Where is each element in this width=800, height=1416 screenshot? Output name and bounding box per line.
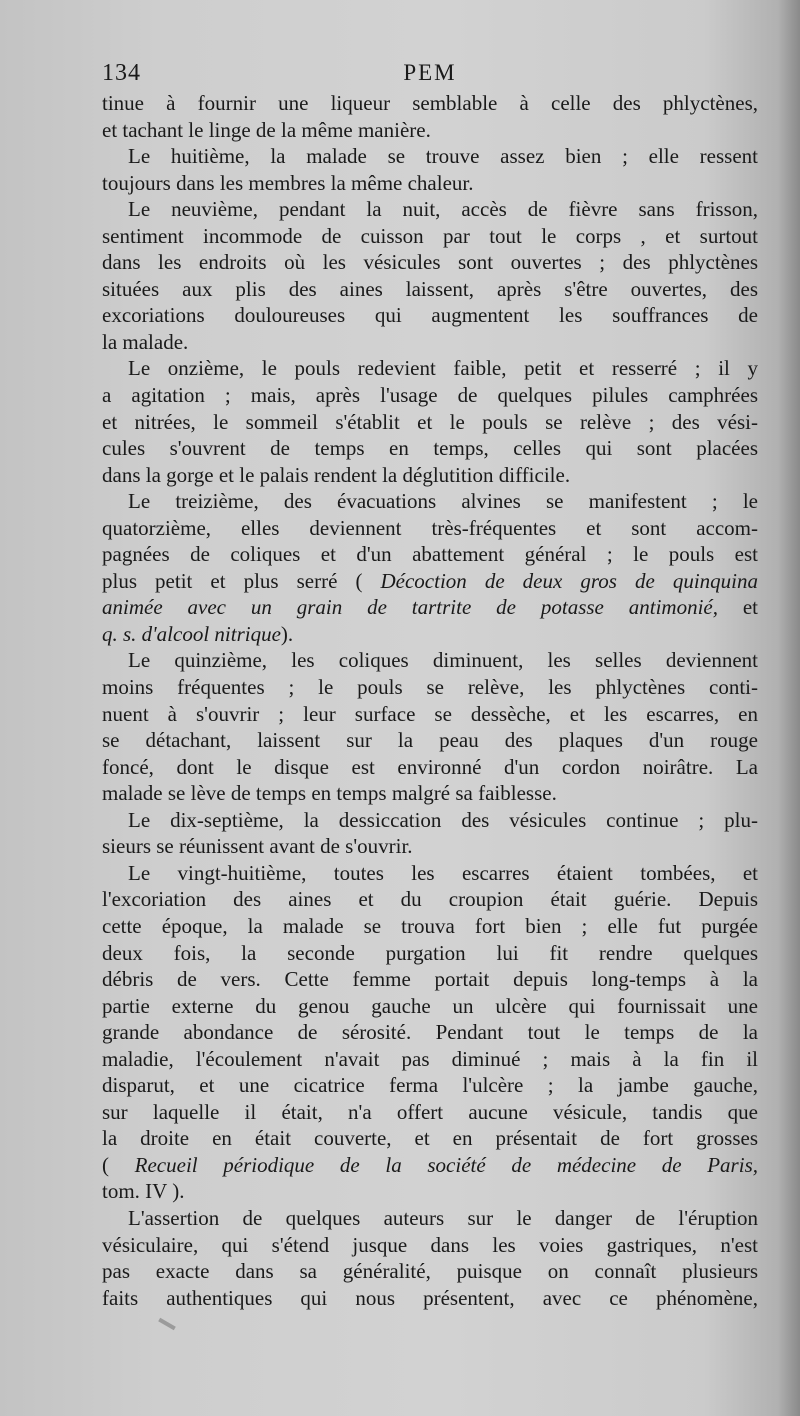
text-line (102, 621, 758, 648)
text-line (102, 249, 758, 276)
text-line (102, 940, 758, 967)
text-line (102, 302, 758, 329)
text-line (102, 568, 758, 595)
text-line (102, 143, 758, 170)
text-run: Le neuvième, pendant la nuit, accès de fièvre sans frisson, (128, 197, 758, 222)
text-line (102, 594, 758, 621)
text-run: Le huitième, la malade se trouve assez bien ; elle ressent (128, 144, 758, 169)
text-line (102, 435, 758, 462)
text-line (102, 409, 758, 436)
text-run: Le quinzième, les coliques diminuent, les selles deviennent (128, 648, 758, 673)
text-run: ). (280, 621, 294, 646)
text-run: dans les endroits où les vésicules sont ouvertes ; des phlyctènes (102, 250, 758, 275)
text-run: malade se lève de temps en temps malgré sa faiblesse. (102, 781, 557, 806)
text-line (102, 382, 758, 409)
text-line (102, 1285, 758, 1312)
text-run: débris de vers. Cette femme portait depuis long-temps à la (102, 967, 758, 992)
text-line (102, 754, 758, 781)
text-line (102, 647, 758, 674)
text-line (102, 1019, 758, 1046)
text-run: excoriations douloureuses qui augmentent les souffrances de (102, 303, 758, 328)
text-line (102, 117, 758, 144)
text-run: cette époque, la malade se trouva fort bien ; elle fut purgée (102, 913, 758, 938)
text-run: et tachant le linge de la même manière. (102, 117, 431, 142)
text-line (102, 515, 758, 542)
text-line (102, 1125, 758, 1152)
text-line (102, 90, 758, 117)
text-run: sieurs se réunissent avant de s'ouvrir. (102, 834, 413, 859)
text-line (102, 1099, 758, 1126)
text-run: tinue à fournir une liqueur semblable à celle des phlyctènes, (102, 91, 758, 115)
text-run: cules s'ouvrent de temps en temps, celles qui sont placées (102, 436, 758, 461)
text-run: et (717, 595, 758, 620)
text-run: se détachant, laissent sur la peau des plaques d'un rouge (102, 728, 758, 753)
text-run: vésiculaire, qui s'étend jusque dans les voies gastriques, n'est (102, 1232, 758, 1257)
text-run: dans la gorge et le palais rendent la déglutition difficile. (102, 462, 571, 487)
text-line (102, 860, 758, 887)
text-run: partie externe du genou gauche un ulcère qui fournissait une (102, 993, 758, 1018)
text-line (102, 223, 758, 250)
text-line (102, 993, 758, 1020)
running-title: PEM (403, 60, 457, 85)
text-line (102, 1072, 758, 1099)
text-run: plus petit et plus serré ( (102, 568, 381, 593)
text-line (102, 462, 758, 489)
page-header (102, 60, 758, 92)
text-run: Le dix-septième, la dessiccation des vésicules continue ; plu- (128, 807, 758, 832)
text-run: a agitation ; mais, après l'usage de quelques pilules camphrées (102, 383, 758, 408)
text-run: disparut, et une cicatrice ferma l'ulcère ; la jambe gauche, (102, 1073, 758, 1098)
page-number: 134 (102, 60, 141, 86)
text-line (102, 488, 758, 515)
text-run: moins fréquentes ; le pouls se relève, les phlyctènes conti- (102, 675, 758, 700)
text-run: l'excoriation des aines et du croupion était guérie. Depuis (102, 887, 758, 912)
text-line (102, 674, 758, 701)
text-run: pas exacte dans sa généralité, puisque on connaît plusieurs (102, 1259, 758, 1284)
text-line (102, 807, 758, 834)
text-line (102, 727, 758, 754)
text-run: foncé, dont le disque est environné d'un cordon noirâtre. La (102, 754, 758, 779)
italic-run: q. s. d'alcool nitrique (102, 621, 281, 646)
text-run: faits authentiques qui nous présentent, avec ce phénomène, (102, 1285, 758, 1310)
text-run: la droite en était couverte, et en présentait de fort grosses (102, 1126, 758, 1151)
text-run: sentiment incommode de cuisson par tout le corps , et surtout (102, 223, 758, 248)
text-line (102, 1046, 758, 1073)
text-run: deux fois, la seconde purgation lui fit rendre quelques (102, 940, 758, 965)
text-run: toujours dans les membres la même chaleur. (102, 170, 474, 195)
italic-run: animée avec un grain de tartrite de potasse antimonié, (102, 595, 718, 620)
text-run: tom. IV ). (102, 1179, 185, 1204)
text-line (102, 913, 758, 940)
text-run: maladie, l'écoulement n'avait pas diminué ; mais à la fin il (102, 1046, 758, 1071)
italic-run: Recueil périodique de la société de médecine de Paris, (134, 1152, 758, 1177)
text-line (102, 833, 758, 860)
text-line (102, 355, 758, 382)
italic-run: Décoction de deux gros de quinquina (380, 568, 758, 593)
text-run: Le onzième, le pouls redevient faible, petit et resserré ; il y (128, 356, 758, 381)
text-line (102, 1205, 758, 1232)
text-line (102, 276, 758, 303)
body-text (102, 90, 758, 1311)
text-line (102, 1258, 758, 1285)
text-run: situées aux plis des aines laissent, après s'être ouvertes, des (102, 276, 758, 301)
text-line (102, 329, 758, 356)
text-line (102, 780, 758, 807)
text-run: grande abondance de sérosité. Pendant tout le temps de la (102, 1020, 758, 1045)
text-line (102, 701, 758, 728)
text-run: la malade. (102, 329, 189, 354)
text-run: nuent à s'ouvrir ; leur surface se dessèche, et les escarres, en (102, 701, 758, 726)
text-line (102, 1232, 758, 1259)
text-line (102, 966, 758, 993)
text-run: ( (102, 1152, 135, 1177)
text-run: L'assertion de quelques auteurs sur le danger de l'éruption (128, 1205, 758, 1230)
text-run: pagnées de coliques et d'un abattement général ; le pouls est (102, 542, 758, 567)
text-run: quatorzième, elles deviennent très-fréquentes et sont accom- (102, 515, 758, 540)
text-run: Le vingt-huitième, toutes les escarres étaient tombées, et (128, 860, 758, 885)
text-run: Le treizième, des évacuations alvines se manifestent ; le (128, 489, 758, 514)
text-line (102, 170, 758, 197)
text-line (102, 1152, 758, 1179)
text-line (102, 1178, 758, 1205)
text-run: et nitrées, le sommeil s'établit et le pouls se relève ; des vési- (102, 409, 758, 434)
text-line (102, 196, 758, 223)
text-line (102, 541, 758, 568)
text-run: sur laquelle il était, n'a offert aucune vésicule, tandis que (102, 1099, 758, 1124)
ink-blemish (158, 1318, 176, 1330)
text-line (102, 886, 758, 913)
